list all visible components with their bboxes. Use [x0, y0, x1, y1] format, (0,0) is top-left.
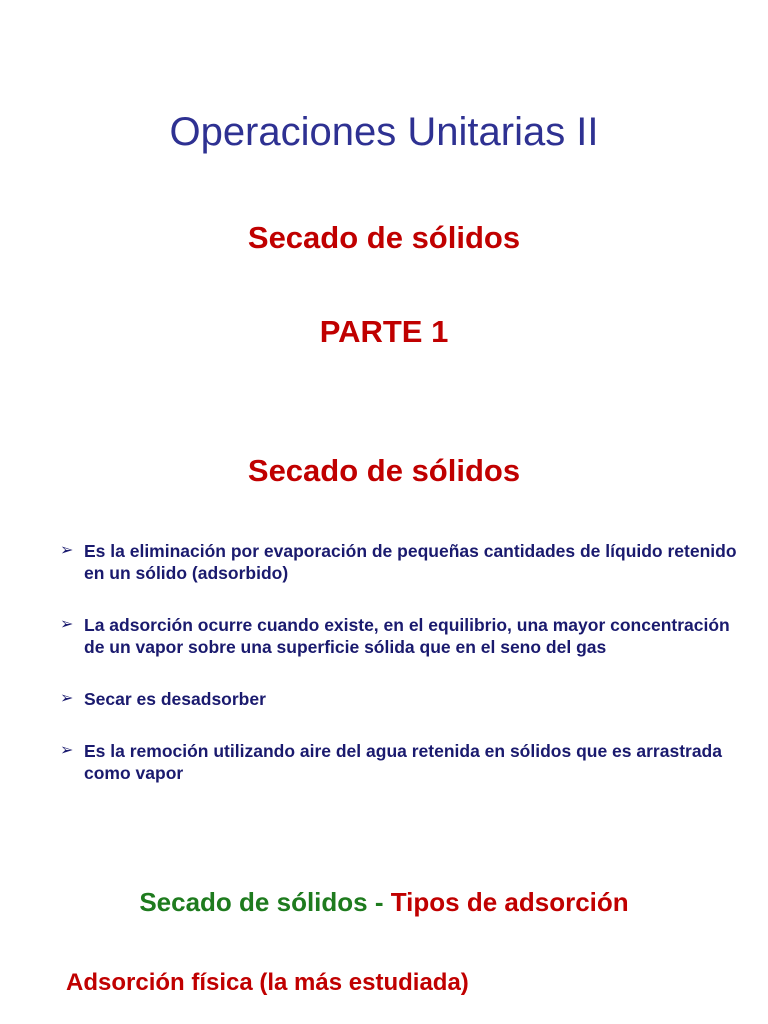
bullet-item: [60, 688, 740, 710]
heading-secado-de-solidos-2: Secado de sólidos: [247, 453, 521, 488]
section-heading-tipos-de-adsorcion: [0, 884, 768, 920]
bullet-item: [60, 614, 740, 658]
bullet-text: La adsorción ocurre cuando existe, en el equilibrio, una mayor concentración de un vapor sobre una superficie sólida que en el seno del gas: [84, 615, 730, 657]
bullet-item: [60, 740, 740, 784]
bullet-item: [60, 540, 740, 584]
subheading-adsorcion-fisica: Adsorción física (la más estudiada): [66, 969, 469, 996]
document-title: Operaciones Unitarias II: [169, 110, 599, 154]
section-heading-part-a: Secado de sólidos: [139, 887, 368, 917]
arrow-bullet-icon: ➢: [60, 742, 74, 759]
bullet-text: Secar es desadsorber: [84, 689, 266, 709]
arrow-bullet-icon: ➢: [60, 690, 74, 707]
arrow-bullet-icon: ➢: [60, 616, 74, 633]
section-heading-part-b: Tipos de adsorción: [390, 887, 629, 917]
bullet-text: Es la eliminación por evaporación de pequeñas cantidades de líquido retenido en un sólido (adsorbido): [84, 541, 737, 583]
bullet-text: Es la remoción utilizando aire del agua retenida en sólidos que es arrastrada como vapor: [84, 741, 722, 783]
bullet-list: [60, 540, 740, 814]
section-heading-separator: -: [374, 887, 384, 917]
heading-parte-1: PARTE 1: [319, 314, 449, 349]
heading-secado-de-solidos: Secado de sólidos: [247, 220, 521, 255]
arrow-bullet-icon: ➢: [60, 542, 74, 559]
